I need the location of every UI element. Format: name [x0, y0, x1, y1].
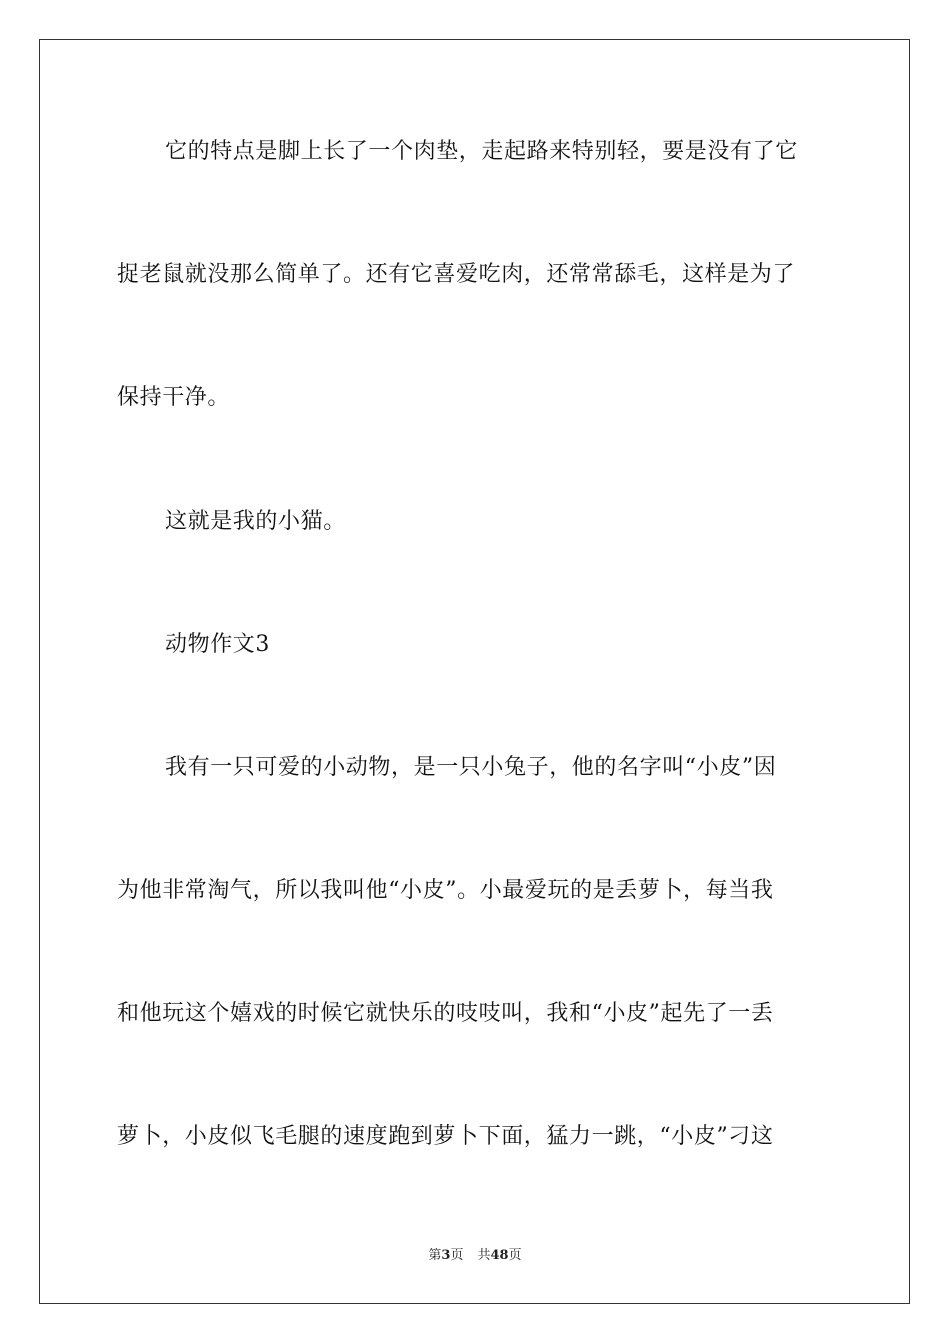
page-prefix: 第	[428, 1248, 442, 1263]
paragraph-line: 捉老鼠就没那么简单了。还有它喜爱吃肉，还常常舔毛，这样是为了	[117, 262, 796, 287]
total-pages: 48	[490, 1248, 509, 1263]
page-footer	[0, 1247, 950, 1265]
page-border	[39, 39, 910, 1304]
paragraph-line: 和他玩这个嬉戏的时候它就快乐的吱吱叫，我和“小皮”起先了一丢	[117, 1001, 774, 1026]
paragraph-line: 这就是我的小猫。	[165, 509, 346, 534]
paragraph-line: 为他非常淘气，所以我叫他“小皮”。小最爱玩的是丢萝卜，每当我	[117, 878, 774, 903]
section-heading: 动物作文3	[165, 632, 270, 657]
page-number: 3	[441, 1248, 451, 1263]
paragraph-line: 萝卜，小皮似飞毛腿的速度跑到萝卜下面，猛力一跳，“小皮”刁这	[117, 1124, 774, 1149]
paragraph-line: 我有一只可爱的小动物，是一只小兔子，他的名字叫“小皮”因	[165, 755, 777, 780]
total-prefix: 共	[477, 1248, 491, 1263]
paragraph-line: 保持干净。	[117, 385, 231, 410]
paragraph-line: 它的特点是脚上长了一个肉垫，走起路来特别轻，要是没有了它	[165, 139, 798, 164]
page-suffix: 页	[450, 1248, 464, 1263]
total-suffix: 页	[508, 1248, 522, 1263]
